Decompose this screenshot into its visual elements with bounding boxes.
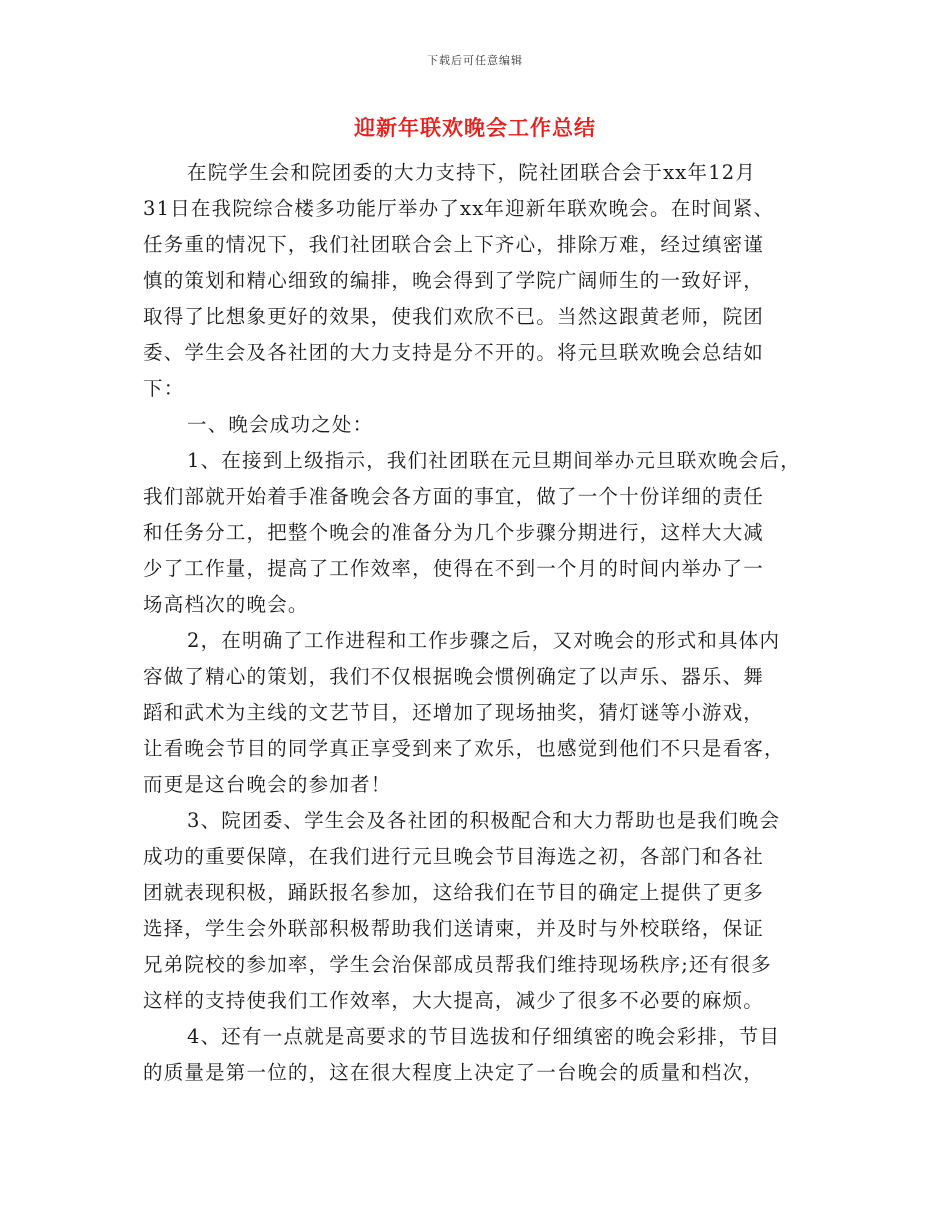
text-line: 选择，学生会外联部积极帮助我们送请柬，并及时与外校联络，保证 — [143, 917, 765, 940]
text-line: 兄弟院校的参加率，学生会治保部成员帮我们维持现场秩序;还有很多 — [143, 953, 772, 976]
text-line: 容做了精心的策划，我们不仅根据晚会惯例确定了以声乐、器乐、舞 — [143, 665, 765, 688]
text-line: 这样的支持使我们工作效率，大大提高，减少了很多不必要的麻烦。 — [143, 989, 765, 1012]
text-line: 4、还有一点就是高要求的节目选拔和仔细缜密的晚会彩排，节目 — [187, 1025, 781, 1048]
text-line: 的质量是第一位的，这在很大程度上决定了一台晚会的质量和档次， — [143, 1061, 765, 1084]
text-line: 在院学生会和院团委的大力支持下，院社团联合会于xx年12月 — [187, 161, 757, 184]
text-line: 委、学生会及各社团的大力支持是分不开的。将元旦联欢晚会总结如 — [143, 341, 765, 364]
text-line: 和任务分工，把整个晚会的准备分为几个步骤分期进行，这样大大减 — [143, 521, 765, 544]
text-line: 下： — [143, 377, 185, 400]
text-line: 31日在我院综合楼多功能厅举办了xx年迎新年联欢晚会。在时间紧、 — [143, 197, 775, 220]
text-line: 一、晚会成功之处： — [187, 413, 374, 436]
text-line: 成功的重要保障，在我们进行元旦晚会节目海选之初，各部门和各社 — [143, 845, 765, 868]
text-line: 我们部就开始着手准备晚会各方面的事宜，做了一个十份详细的责任 — [143, 485, 765, 508]
text-line: 任务重的情况下，我们社团联合会上下齐心，排除万难，经过缜密谨 — [143, 233, 765, 256]
text-line: 2，在明确了工作进程和工作步骤之后，又对晚会的形式和具体内 — [187, 629, 781, 652]
text-line: 蹈和武术为主线的文艺节目，还增加了现场抽奖，猜灯谜等小游戏， — [143, 701, 765, 724]
text-line: 场高档次的晚会。 — [143, 593, 309, 616]
text-line: 慎的策划和精心细致的编排，晚会得到了学院广阔师生的一致好评， — [143, 269, 765, 292]
document-title: 迎新年联欢晚会工作总结 — [354, 115, 596, 140]
text-line: 取得了比想象更好的效果，使我们欢欣不已。当然这跟黄老师，院团 — [143, 305, 765, 328]
text-line: 3、院团委、学生会及各社团的积极配合和大力帮助也是我们晚会 — [187, 809, 781, 832]
text-line: 少了工作量，提高了工作效率，使得在不到一个月的时间内举办了一 — [143, 557, 765, 580]
document-body — [143, 155, 808, 1091]
text-line: 1、在接到上级指示，我们社团联在元旦期间举办元旦联欢晚会后， — [187, 449, 801, 472]
text-line: 团就表现积极，踊跃报名参加，这给我们在节目的确定上提供了更多 — [143, 881, 765, 904]
text-line: 而更是这台晚会的参加者！ — [143, 773, 392, 796]
page-header: 下载后可任意编辑 — [427, 54, 523, 67]
text-line: 让看晚会节目的同学真正享受到来了欢乐，也感觉到他们不只是看客， — [143, 737, 785, 760]
